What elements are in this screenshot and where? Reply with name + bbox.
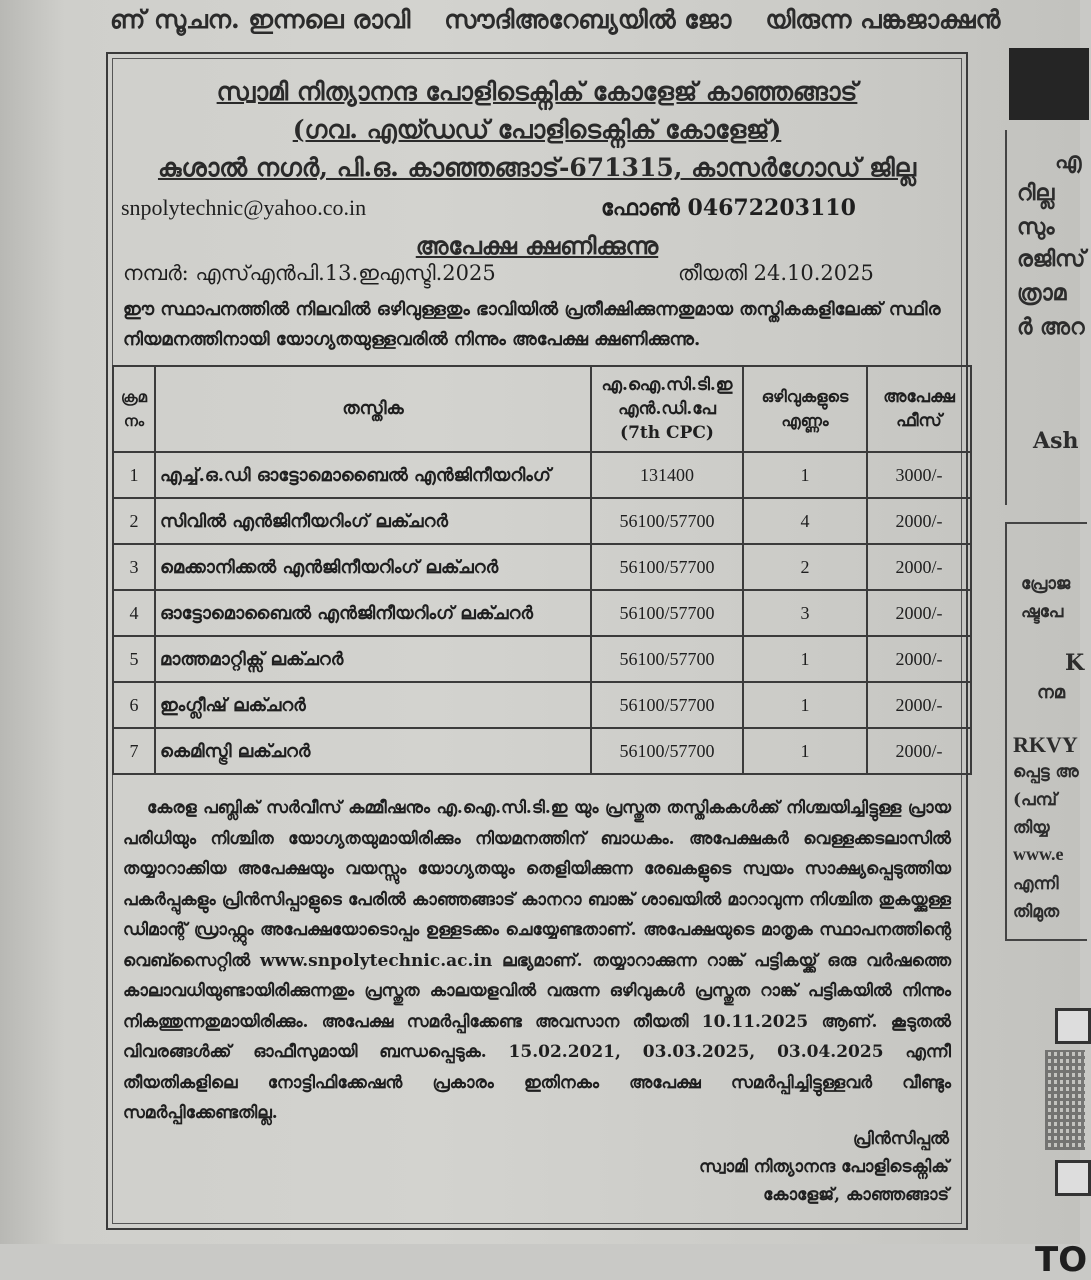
col-header-pay: എ.ഐ.സി.ടി.ഇ എൻ.ഡി.പേ (7th CPC) — [591, 366, 743, 452]
table-row — [113, 636, 971, 682]
adjacent-text: ർ അറ — [1017, 314, 1085, 340]
row-vacancies: 1 — [743, 636, 867, 682]
strip-text-3: യിരുന്ന പങ്കജാക്ഷൻ — [765, 5, 1001, 34]
vacancy-table — [112, 365, 972, 775]
phone-number: ഫോൺ 04672203110 — [601, 195, 856, 221]
row-vacancies: 3 — [743, 590, 867, 636]
row-no: 7 — [113, 728, 155, 774]
row-pay: 56100/57700 — [591, 590, 743, 636]
row-vacancies: 4 — [743, 498, 867, 544]
notice-date: തീയതി 24.10.2025 — [678, 261, 874, 285]
table-row — [113, 544, 971, 590]
row-post: മെക്കാനിക്കൽ എൻജിനീയറിംഗ് ലക്ചറർ — [155, 544, 591, 590]
terms-paragraph: കേരള പബ്ലിക് സർവീസ് കമ്മീഷനും എ.ഐ.സി.ടി.ഇ യും പ്രസ്തുത തസ്തികകൾക്ക് നിശ്ചയിച്ചിട്ടുള്ള പ്രായ പരിധിയും നിശ്ചിത യോഗ്യതയുമായിരിക്കും നിയമനത്തിന് ബാധകം. അപേക്ഷകർ വെള്ളക്കടലാസിൽ തയ്യാറാക്കിയ അപേക്ഷയും വയസ്സും യോഗ്യതയും തെളിയിക്കുന്ന രേഖകളുടെ സ്വയം സാക്ഷ്യപ്പെടുത്തിയ പകർപ്പുകളും പ്രിൻസിപ്പാളുടെ പേരിൽ കാഞ്ഞങ്ങാട് കാനറാ ബാങ്ക് ശാഖയിൽ മാറാവുന്ന നിശ്ചിത തുകയ്ക്കുള്ള ഡിമാന്റ് ഡ്രാഫ്റ്റും അപേക്ഷയോടൊപ്പം ഉള്ളടക്കം ചെയ്യേണ്ടതാണ്. അപേക്ഷയുടെ മാതൃക സ്ഥാപനത്തിന്റെ വെബ്സൈറ്റിൽ www.snpolytechnic.ac.in ലഭ്യമാണ്. തയ്യാറാക്കുന്ന റാങ്ക് പട്ടികയ്ക്ക് ഒരു വർഷത്തെ കാലാവധിയുണ്ടായിരിക്കുന്നതും പ്രസ്തുത കാലയളവിൽ വരുന്ന ഒഴിവുകൾ പ്രസ്തുത റാങ്ക് പട്ടികയിൽ നിന്നും നികത്തുന്നതുമായിരിക്കും. അപേക്ഷ സമർപ്പിക്കേണ്ട അവസാന തീയതി 10.11.2025 ആണ്. കൂടുതൽ വിവരങ്ങൾക്ക് ഓഫീസുമായി ബന്ധപ്പെടുക. 15.02.2021, 03.03.2025, 03.04.2025 എന്നീ തീയതികളിലെ നോട്ടിഫിക്കേഷൻ പ്രകാരം ഇതിനകം അപേക്ഷ സമർപ്പിച്ചിട്ടുള്ളവർ വീണ്ടും സമർപ്പിക്കേണ്ടതില്ല. — [123, 798, 951, 1123]
table-row — [113, 498, 971, 544]
row-no: 6 — [113, 682, 155, 728]
intro-paragraph: ഈ സ്ഥാപനത്തിൽ നിലവിൽ ഒഴിവുള്ളതും ഭാവിയിൽ പ്രതീക്ഷിക്കുന്നതുമായ തസ്തികകളിലേക്ക് സ്ഥിര നിയമനത്തിനായി യോഗ്യതയുള്ളവരിൽ നിന്നും അപേക്ഷ ക്ഷണിക്കുന്നു. — [123, 299, 941, 350]
row-post: എച്ച്.ഒ.ഡി ഓട്ടോമൊബൈൽ എൻജിനീയറിംഗ് — [155, 452, 591, 498]
row-fee: 2000/- — [867, 590, 971, 636]
adjacent-text: ത്രാമ — [1017, 280, 1067, 306]
row-post: സിവിൽ എൻജിനീയറിംഗ് ലക്ചറർ — [155, 498, 591, 544]
adjacent-text: നമ — [1037, 682, 1066, 703]
row-fee: 2000/- — [867, 636, 971, 682]
row-no: 2 — [113, 498, 155, 544]
row-post: ഇംഗ്ലീഷ് ലക്ചറർ — [155, 682, 591, 728]
row-pay: 56100/57700 — [591, 728, 743, 774]
adjacent-text: Ash — [1033, 428, 1079, 454]
adjacent-text: തിയ്യ — [1013, 818, 1050, 838]
row-no: 4 — [113, 590, 155, 636]
college-name: സ്വാമി നിത്യാനന്ദ പോളിടെക്നിക് കോളേജ് കാഞ്ഞങ്ങാട് — [216, 77, 858, 106]
col-header-post: തസ്തിക — [155, 366, 591, 452]
previous-article-strip — [100, 0, 1090, 40]
row-no: 3 — [113, 544, 155, 590]
adjacent-text: ഷ്ടപേ — [1021, 602, 1064, 622]
adjacent-text: K — [1065, 650, 1085, 676]
row-vacancies: 1 — [743, 728, 867, 774]
reference-number: നമ്പർ: എസ്എൻപി.13.ഇഎസ്ടി.2025 — [123, 261, 496, 285]
adjacent-text: സും — [1017, 214, 1055, 240]
strip-text-1: ണ് സൂചന. ഇന്നലെ രാവി — [110, 5, 411, 34]
adjacent-text: (പമ്പ് — [1013, 790, 1057, 810]
qr-pattern — [1045, 1050, 1085, 1150]
row-fee: 2000/- — [867, 498, 971, 544]
table-row — [113, 728, 971, 774]
email-address: snpolytechnic@yahoo.co.in — [121, 195, 367, 220]
row-vacancies: 2 — [743, 544, 867, 590]
row-fee: 2000/- — [867, 682, 971, 728]
notice-heading: അപേക്ഷ ക്ഷണിക്കുന്നു — [415, 231, 659, 260]
qr-code-icon — [1055, 1160, 1091, 1196]
row-pay: 56100/57700 — [591, 544, 743, 590]
row-post: മാത്തമാറ്റിക്സ് ലക്ചറർ — [155, 636, 591, 682]
notice-inner-frame — [112, 58, 962, 1224]
signature-title: പ്രിൻസിപ്പൽ — [853, 1129, 949, 1149]
adjacent-text: പ്പെട്ട അ — [1013, 762, 1079, 782]
row-vacancies: 1 — [743, 452, 867, 498]
row-pay: 56100/57700 — [591, 682, 743, 728]
adjacent-bottom-text: TO — [1035, 1240, 1088, 1280]
row-post: കെമിസ്ട്രി ലക്ചറർ — [155, 728, 591, 774]
adjacent-text: പ്രോജ — [1021, 574, 1071, 594]
row-fee: 3000/- — [867, 452, 971, 498]
table-row — [113, 452, 971, 498]
row-vacancies: 1 — [743, 682, 867, 728]
adjacent-text: രജിസ് — [1017, 246, 1086, 272]
row-fee: 2000/- — [867, 728, 971, 774]
adjacent-text: തിമുത — [1013, 902, 1060, 922]
row-no: 5 — [113, 636, 155, 682]
row-pay: 56100/57700 — [591, 636, 743, 682]
college-type: (ഗവ. എയ്ഡഡ് പോളിടെക്നിക് കോളേജ്) — [292, 115, 782, 144]
adjacent-text: എന്നി — [1013, 874, 1059, 894]
signature-line-2: കോളേജ്, കാഞ്ഞങ്ങാട് — [763, 1185, 949, 1205]
signature-line-1: സ്വാമി നിത്യാനന്ദ പോളിടെക്നിക് — [699, 1157, 949, 1177]
adjacent-text: www.e — [1013, 844, 1064, 864]
row-pay: 131400 — [591, 452, 743, 498]
col-header-fee: അപേക്ഷ ഫീസ് — [867, 366, 971, 452]
adjacent-text: റില്ല — [1017, 180, 1055, 206]
recruitment-notice — [106, 52, 968, 1230]
adjacent-column — [985, 40, 1088, 1280]
row-post: ഓട്ടോമൊബൈൽ എൻജിനീയറിംഗ് ലക്ചറർ — [155, 590, 591, 636]
adjacent-text: RKVY — [1013, 732, 1078, 757]
table-header-row — [113, 366, 971, 452]
row-fee: 2000/- — [867, 544, 971, 590]
col-header-vacancies: ഒഴിവുകളുടെ എണ്ണം — [743, 366, 867, 452]
adjacent-headline-block — [1009, 48, 1089, 120]
row-no: 1 — [113, 452, 155, 498]
qr-code-icon — [1055, 1008, 1091, 1044]
table-row — [113, 682, 971, 728]
table-row — [113, 590, 971, 636]
col-header-sl-no: ക്രമ നം — [113, 366, 155, 452]
strip-text-2: സൗദിഅറേബ്യയിൽ ജോ — [444, 5, 732, 34]
adjacent-text: എ — [1055, 148, 1082, 174]
college-address: കുശാൽ നഗർ, പി.ഒ. കാഞ്ഞങ്ങാട്-671315, കാസർഗോഡ് ജില്ല — [157, 153, 917, 182]
row-pay: 56100/57700 — [591, 498, 743, 544]
